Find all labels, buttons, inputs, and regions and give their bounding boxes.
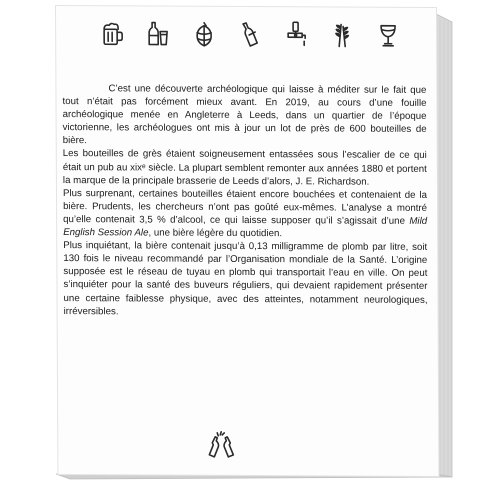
- paragraph-2-text: Les bouteilles de grès étaient soigneusement entassées sous l’escalier de ce qui était un pub au xixᵉ siècle. La plupart semblent remonter aux années 1880 et portent la marque de la principale brasserie de Leeds d’alors, J. E. Richardson.: [62, 148, 427, 188]
- hop-cone-icon: [192, 20, 216, 48]
- beer-bottle-and-glass-icon: [146, 19, 170, 47]
- paragraph-3: [63, 187, 427, 241]
- paragraph-4: [63, 239, 427, 319]
- paragraph-4-text: Plus inquiétant, la bière contenait jusqu’à 0,13 milligramme de plomb par litre, soit 130 fois le niveau recommandé par l’Organisation mondiale de la Santé. L’origine supposée est le réseau de tuyau en plomb qui transportait l’eau en ville. On peut s’inquiéter pour la santé des buveurs réguliers, qui devaient rapidement présenter une certaine faiblesse physique, avec des atteintes, notamment neurologiques, irréversibles.: [63, 240, 428, 317]
- paragraph-2: [63, 148, 427, 189]
- calendar-page: [56, 6, 438, 476]
- paragraph-3-text-b: , une bière légère du quotidien.: [148, 227, 283, 240]
- paragraph-3-italic-beer-name: Mild English Session Ale: [63, 215, 428, 239]
- goblet-glass-icon: [376, 21, 400, 49]
- paragraph-1: [62, 82, 426, 149]
- clinking-beer-bottles-icon: [206, 431, 236, 461]
- wheat-ears-icon: [330, 20, 354, 48]
- article-text: [62, 82, 427, 320]
- beer-mug-icon: [100, 19, 124, 47]
- paragraph-3-text-a: Plus surprenant, certaines bouteilles étaient encore bouchées et contenaient de la bière. Prudents, les chercheurs n’ont pas goûté eux-mêmes. L’analyse a montré qu’elle contenait 3,5 % d’alcool, ce qui laisse supposer qu’il s’agissait d’une: [62, 187, 428, 227]
- header-icon-row: [100, 16, 400, 52]
- beer-tap-icon: [284, 20, 308, 48]
- paragraph-1-text: C’est une découverte archéologique qui laisse à méditer sur le fait que tout n’était pas forcément mieux avant. En 2019, au cours d’une fouille archéologique menée en Angleterre à Leeds, dans un quartier de l’époque victorienne, les archéologues ont mis à jour un lot de près de 600 bouteilles de bière.: [62, 83, 427, 147]
- tipped-bottle-icon: [238, 20, 262, 48]
- footer-ornament: [206, 431, 236, 461]
